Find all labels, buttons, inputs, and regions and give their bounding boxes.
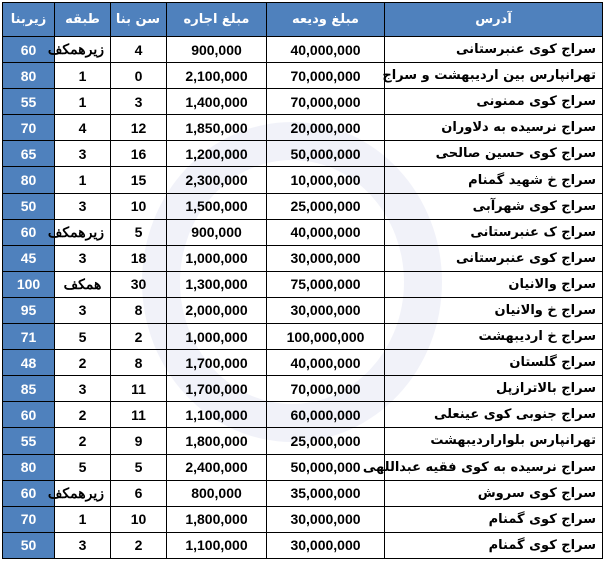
cell-rent: 900,000 xyxy=(167,219,267,245)
cell-rent: 2,000,000 xyxy=(167,297,267,323)
cell-address: سراج کوی ممنونی xyxy=(385,89,603,115)
cell-rent: 1,400,000 xyxy=(167,89,267,115)
cell-address: سراج بالاترازپل xyxy=(385,376,603,402)
cell-rent: 1,100,000 xyxy=(167,532,267,558)
cell-floor: 1 xyxy=(55,506,111,532)
cell-building-age: 18 xyxy=(111,245,167,271)
cell-deposit: 70,000,000 xyxy=(267,376,385,402)
cell-floor: 3 xyxy=(55,141,111,167)
cell-address: سراج خ والانیان xyxy=(385,297,603,323)
cell-building-age: 5 xyxy=(111,454,167,480)
cell-address: تهرانپارس بین اردیبهشت و سراج xyxy=(385,63,603,89)
cell-floor: همکف xyxy=(55,271,111,297)
cell-building-age: 2 xyxy=(111,324,167,350)
cell-area: 60 xyxy=(3,402,55,428)
table-row xyxy=(3,89,603,115)
cell-rent: 1,700,000 xyxy=(167,350,267,376)
header-area: زیربنا xyxy=(3,3,55,37)
cell-building-age: 6 xyxy=(111,480,167,506)
cell-area: 45 xyxy=(3,245,55,271)
cell-building-age: 11 xyxy=(111,376,167,402)
cell-building-age: 30 xyxy=(111,271,167,297)
cell-floor: 1 xyxy=(55,63,111,89)
table-row xyxy=(3,480,603,506)
cell-area: 50 xyxy=(3,193,55,219)
table-row xyxy=(3,245,603,271)
cell-deposit: 40,000,000 xyxy=(267,350,385,376)
table-row xyxy=(3,167,603,193)
cell-building-age: 5 xyxy=(111,219,167,245)
cell-area: 85 xyxy=(3,376,55,402)
cell-deposit: 40,000,000 xyxy=(267,37,385,63)
cell-deposit: 75,000,000 xyxy=(267,271,385,297)
cell-address: سراج جنوبی کوی عینعلی xyxy=(385,402,603,428)
table-row xyxy=(3,193,603,219)
cell-building-age: 0 xyxy=(111,63,167,89)
cell-address: سراج کوی شهرآبی xyxy=(385,193,603,219)
cell-building-age: 15 xyxy=(111,167,167,193)
table-row xyxy=(3,376,603,402)
cell-building-age: 12 xyxy=(111,115,167,141)
cell-address: سراج گلستان xyxy=(385,350,603,376)
cell-building-age: 3 xyxy=(111,89,167,115)
cell-deposit: 35,000,000 xyxy=(267,480,385,506)
cell-address: سراج والانیان xyxy=(385,271,603,297)
cell-address: سراج کوی گمنام xyxy=(385,532,603,558)
table-row xyxy=(3,324,603,350)
table-row xyxy=(3,219,603,245)
cell-deposit: 30,000,000 xyxy=(267,532,385,558)
cell-deposit: 100,000,000 xyxy=(267,324,385,350)
rental-listings-table xyxy=(2,2,603,559)
cell-rent: 1,100,000 xyxy=(167,402,267,428)
cell-building-age: 10 xyxy=(111,193,167,219)
cell-building-age: 11 xyxy=(111,402,167,428)
cell-building-age: 4 xyxy=(111,37,167,63)
cell-rent: 1,850,000 xyxy=(167,115,267,141)
cell-deposit: 30,000,000 xyxy=(267,506,385,532)
cell-building-age: 8 xyxy=(111,350,167,376)
table-row xyxy=(3,141,603,167)
cell-address: تهرانپارس بلواراردیبهشت xyxy=(385,428,603,454)
cell-deposit: 70,000,000 xyxy=(267,63,385,89)
cell-rent: 2,300,000 xyxy=(167,167,267,193)
cell-floor: زیرهمکف xyxy=(55,219,111,245)
cell-area: 50 xyxy=(3,532,55,558)
cell-floor: زیرهمکف xyxy=(55,480,111,506)
cell-rent: 1,000,000 xyxy=(167,245,267,271)
cell-rent: 800,000 xyxy=(167,480,267,506)
cell-deposit: 40,000,000 xyxy=(267,219,385,245)
cell-rent: 2,400,000 xyxy=(167,454,267,480)
header-building-age: سن بنا xyxy=(111,3,167,37)
cell-rent: 1,800,000 xyxy=(167,428,267,454)
table-row xyxy=(3,428,603,454)
cell-deposit: 20,000,000 xyxy=(267,115,385,141)
cell-rent: 1,200,000 xyxy=(167,141,267,167)
cell-floor: 3 xyxy=(55,532,111,558)
cell-area: 70 xyxy=(3,506,55,532)
cell-area: 65 xyxy=(3,141,55,167)
cell-floor: 2 xyxy=(55,402,111,428)
table-row xyxy=(3,506,603,532)
table-row xyxy=(3,350,603,376)
cell-area: 60 xyxy=(3,480,55,506)
cell-floor: 5 xyxy=(55,454,111,480)
cell-address: سراج کوی گمنام xyxy=(385,506,603,532)
table-row xyxy=(3,532,603,558)
cell-deposit: 50,000,000 xyxy=(267,454,385,480)
cell-floor: 3 xyxy=(55,297,111,323)
cell-rent: 1,000,000 xyxy=(167,324,267,350)
header-floor: طبقه xyxy=(55,3,111,37)
cell-floor: زیرهمکف xyxy=(55,37,111,63)
cell-floor: 2 xyxy=(55,350,111,376)
cell-rent: 1,500,000 xyxy=(167,193,267,219)
cell-floor: 3 xyxy=(55,245,111,271)
cell-rent: 1,700,000 xyxy=(167,376,267,402)
cell-floor: 5 xyxy=(55,324,111,350)
table-row xyxy=(3,297,603,323)
cell-area: 95 xyxy=(3,297,55,323)
header-address: آدرس xyxy=(385,3,603,37)
table-row xyxy=(3,37,603,63)
cell-area: 71 xyxy=(3,324,55,350)
cell-area: 100 xyxy=(3,271,55,297)
cell-deposit: 30,000,000 xyxy=(267,245,385,271)
table-row xyxy=(3,63,603,89)
cell-building-age: 16 xyxy=(111,141,167,167)
listing-table-container xyxy=(2,2,602,580)
cell-floor: 3 xyxy=(55,376,111,402)
cell-building-age: 2 xyxy=(111,532,167,558)
cell-floor: 1 xyxy=(55,89,111,115)
cell-building-age: 10 xyxy=(111,506,167,532)
cell-deposit: 10,000,000 xyxy=(267,167,385,193)
cell-area: 80 xyxy=(3,167,55,193)
cell-floor: 3 xyxy=(55,193,111,219)
cell-address: سراج ک عنبرستانی xyxy=(385,219,603,245)
cell-floor: 4 xyxy=(55,115,111,141)
cell-address: سراج کوی سروش xyxy=(385,480,603,506)
cell-deposit: 25,000,000 xyxy=(267,193,385,219)
cell-area: 55 xyxy=(3,89,55,115)
cell-deposit: 70,000,000 xyxy=(267,89,385,115)
cell-area: 60 xyxy=(3,219,55,245)
cell-area: 80 xyxy=(3,454,55,480)
cell-address: سراج کوی عنبرستانی xyxy=(385,245,603,271)
cell-address: سراج کوی حسین صالحی xyxy=(385,141,603,167)
cell-address: سراج کوی عنبرستانی xyxy=(385,37,603,63)
cell-address: سراج خ شهید گمنام xyxy=(385,167,603,193)
cell-area: 48 xyxy=(3,350,55,376)
cell-rent: 2,100,000 xyxy=(167,63,267,89)
table-row xyxy=(3,402,603,428)
cell-address: سراج نرسیده به کوی فقیه عبداللهی xyxy=(385,454,603,480)
cell-deposit: 30,000,000 xyxy=(267,297,385,323)
header-deposit: مبلغ ودیعه xyxy=(267,3,385,37)
cell-floor: 1 xyxy=(55,167,111,193)
header-rent: مبلغ اجاره xyxy=(167,3,267,37)
cell-area: 80 xyxy=(3,63,55,89)
cell-rent: 900,000 xyxy=(167,37,267,63)
cell-address: سراج خ اردیبهشت xyxy=(385,324,603,350)
cell-rent: 1,300,000 xyxy=(167,271,267,297)
cell-floor: 2 xyxy=(55,428,111,454)
cell-deposit: 25,000,000 xyxy=(267,428,385,454)
cell-building-age: 9 xyxy=(111,428,167,454)
table-row xyxy=(3,271,603,297)
cell-address: سراج نرسیده به دلاوران xyxy=(385,115,603,141)
header-row xyxy=(3,3,603,37)
table-row xyxy=(3,115,603,141)
cell-deposit: 50,000,000 xyxy=(267,141,385,167)
cell-area: 55 xyxy=(3,428,55,454)
cell-area: 70 xyxy=(3,115,55,141)
cell-rent: 1,800,000 xyxy=(167,506,267,532)
cell-area: 60 xyxy=(3,37,55,63)
cell-deposit: 60,000,000 xyxy=(267,402,385,428)
cell-building-age: 8 xyxy=(111,297,167,323)
table-row xyxy=(3,454,603,480)
